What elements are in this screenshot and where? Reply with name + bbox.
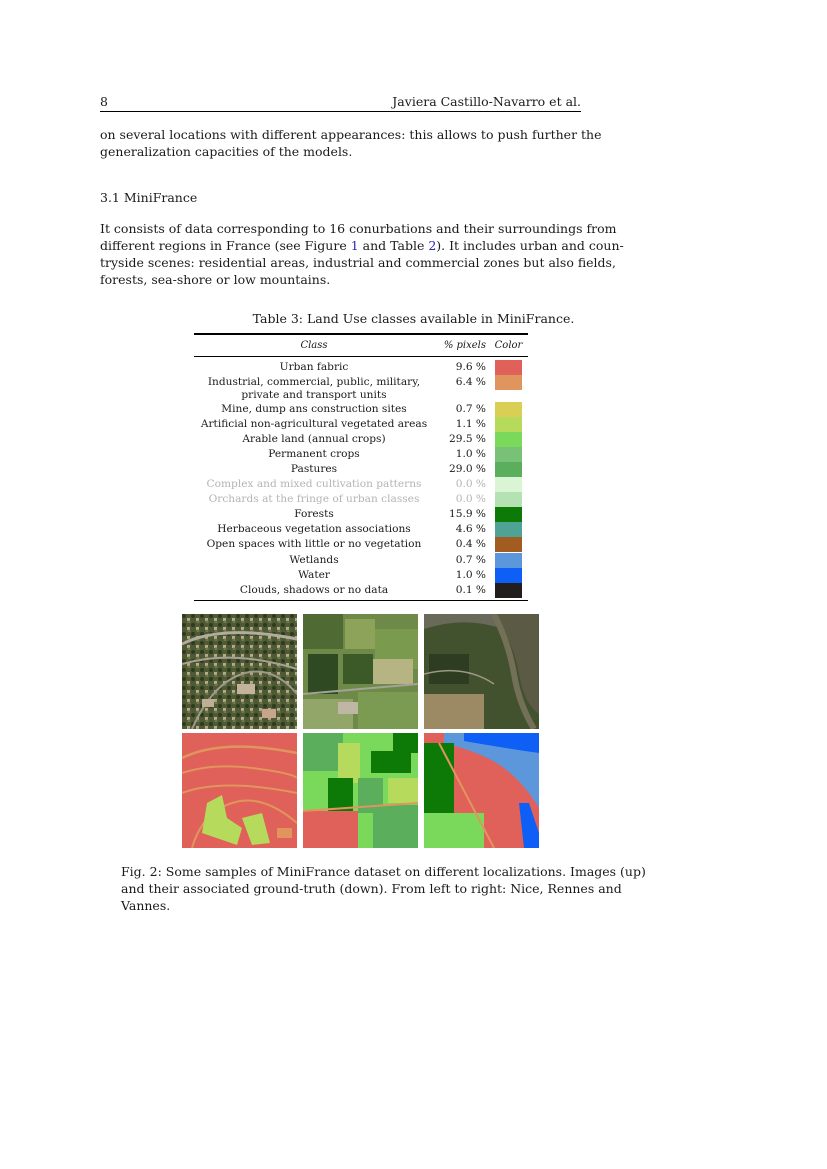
color-swatch <box>495 477 522 492</box>
table-row <box>194 522 528 537</box>
class-name-cell <box>194 507 434 522</box>
class-name-cell <box>194 568 434 583</box>
class-name-cell <box>194 417 434 432</box>
color-cell <box>489 360 528 375</box>
paragraph-minifrance <box>100 220 624 288</box>
table-row <box>194 492 528 507</box>
pixel-percent-cell: 29.5 % <box>448 432 486 445</box>
pixel-percent-cell: 0.1 % <box>455 583 486 596</box>
class-name: Water <box>298 568 330 581</box>
color-swatch <box>495 568 522 583</box>
paragraph-intro <box>100 126 602 160</box>
color-cell <box>489 522 528 537</box>
color-cell <box>489 553 528 568</box>
class-name: Permanent crops <box>268 447 360 460</box>
text-line: generalization capacities of the models. <box>100 144 353 159</box>
caption-line: Vannes. <box>121 898 171 913</box>
table-row <box>194 462 528 477</box>
class-name: Artificial non-agricultural vegetated areas <box>200 417 428 430</box>
table-row <box>194 568 528 583</box>
aerial-image-vannes <box>424 614 539 729</box>
pixel-percent-cell: 6.4 % <box>455 375 486 388</box>
table-row <box>194 477 528 492</box>
class-name-cell <box>194 522 434 537</box>
table-row <box>194 553 528 568</box>
class-name-cell <box>194 402 434 417</box>
table-row <box>194 447 528 462</box>
table-row <box>194 537 528 552</box>
text-line: forests, sea-shore or low mountains. <box>100 272 331 287</box>
section-heading: 3.1 MiniFrance <box>100 190 198 205</box>
table-body <box>194 357 528 600</box>
color-cell <box>489 375 528 402</box>
color-cell <box>489 432 528 447</box>
color-cell <box>489 568 528 583</box>
pixel-percent-cell: 9.6 % <box>455 360 486 373</box>
class-name: Complex and mixed cultivation patterns <box>206 478 422 491</box>
color-swatch <box>495 553 522 568</box>
figure-samples <box>182 614 539 848</box>
class-name-cell <box>194 537 434 552</box>
land-use-table <box>194 333 528 601</box>
aerial-image-nice <box>182 614 297 729</box>
caption-line: and their associated ground-truth (down). From left to right: Nice, Rennes and <box>121 881 622 896</box>
color-swatch <box>495 583 522 598</box>
pixel-percent-cell: 15.9 % <box>448 508 486 521</box>
color-cell <box>489 462 528 477</box>
pixel-percent-cell: 1.0 % <box>455 447 486 460</box>
color-cell <box>489 583 528 598</box>
text-fragment: ). It includes urban and coun- <box>436 238 624 253</box>
color-cell <box>489 537 528 552</box>
class-name-cell <box>194 360 434 375</box>
color-swatch <box>495 537 522 552</box>
figure-reference-link[interactable]: 1 <box>350 238 359 253</box>
header-pixels: % pixels <box>443 339 486 351</box>
text-fragment: and Table <box>358 238 429 253</box>
pixel-percent-cell: 1.1 % <box>455 417 486 430</box>
caption-line: Fig. 2: Some samples of MiniFrance dataset on different localizations. Images (up) <box>121 864 646 879</box>
class-name: Pastures <box>290 462 338 475</box>
page-header <box>100 92 581 112</box>
color-swatch <box>495 375 522 390</box>
pixel-percent-cell: 0.4 % <box>455 538 486 551</box>
color-cell <box>489 507 528 522</box>
pixel-percent-cell: 1.0 % <box>455 568 486 581</box>
color-cell <box>489 402 528 417</box>
pixel-percent-cell: 0.7 % <box>455 402 486 415</box>
ground-truth-vannes <box>424 733 539 848</box>
class-name: Wetlands <box>289 553 339 566</box>
class-name: Open spaces with little or no vegetation <box>206 538 422 551</box>
color-swatch <box>495 417 522 432</box>
table-row <box>194 402 528 417</box>
table-header-row <box>194 335 528 356</box>
color-cell <box>489 492 528 507</box>
header-color: Color <box>494 339 523 351</box>
class-name: Clouds, shadows or no data <box>239 583 389 596</box>
pixel-percent-cell: 0.0 % <box>455 478 486 491</box>
class-name-continued: private and transport units <box>241 388 387 401</box>
ground-truth-nice <box>182 733 297 848</box>
table-bottom-rule <box>194 600 528 602</box>
class-name: Forests <box>294 508 334 521</box>
class-name: Mine, dump ans construction sites <box>221 402 407 415</box>
class-name-cell <box>194 447 434 462</box>
aerial-image-rennes <box>303 614 418 729</box>
figure-caption <box>121 863 646 914</box>
text-fragment: different regions in France (see Figure <box>100 238 351 253</box>
color-cell <box>489 417 528 432</box>
class-name: Urban fabric <box>279 360 349 373</box>
color-cell <box>489 447 528 462</box>
table-reference-link[interactable]: 2 <box>428 238 437 253</box>
color-cell <box>489 477 528 492</box>
text-line <box>100 237 624 254</box>
text-line: tryside scenes: residential areas, industrial and commercial zones but also fields, <box>100 255 616 270</box>
color-swatch <box>495 492 522 507</box>
class-name-cell <box>194 432 434 447</box>
table-row <box>194 375 528 402</box>
table-row <box>194 432 528 447</box>
text-line: It consists of data corresponding to 16 conurbations and their surroundings from <box>100 221 617 236</box>
ground-truth-rennes <box>303 733 418 848</box>
running-author: Javiera Castillo-Navarro et al. <box>392 94 581 109</box>
pixel-percent-cell: 29.0 % <box>448 462 486 475</box>
class-name-cell <box>194 462 434 477</box>
table-caption: Table 3: Land Use classes available in MiniFrance. <box>252 311 575 326</box>
class-name: Industrial, commercial, public, military, <box>207 375 421 388</box>
table-row <box>194 507 528 522</box>
table-row <box>194 583 528 598</box>
color-swatch <box>495 402 522 417</box>
class-name-cell <box>194 492 434 507</box>
pixel-percent-cell: 0.0 % <box>455 493 486 506</box>
class-name-cell <box>194 553 434 568</box>
class-name-cell <box>194 477 434 492</box>
table-row <box>194 360 528 375</box>
color-swatch <box>495 522 522 537</box>
text-line: on several locations with different appearances: this allows to push further the <box>100 127 602 142</box>
color-swatch <box>495 447 522 462</box>
table-row <box>194 417 528 432</box>
pixel-percent-cell: 0.7 % <box>455 553 486 566</box>
page-number: 8 <box>100 94 108 109</box>
color-swatch <box>495 432 522 447</box>
header-class: Class <box>300 339 328 351</box>
class-name: Orchards at the fringe of urban classes <box>208 493 420 506</box>
class-name: Arable land (annual crops) <box>242 432 386 445</box>
class-name-cell <box>194 375 434 402</box>
color-swatch <box>495 507 522 522</box>
color-swatch <box>495 462 522 477</box>
color-swatch <box>495 360 522 375</box>
pixel-percent-cell: 4.6 % <box>455 523 486 536</box>
class-name-cell <box>194 583 434 598</box>
class-name: Herbaceous vegetation associations <box>217 523 411 536</box>
